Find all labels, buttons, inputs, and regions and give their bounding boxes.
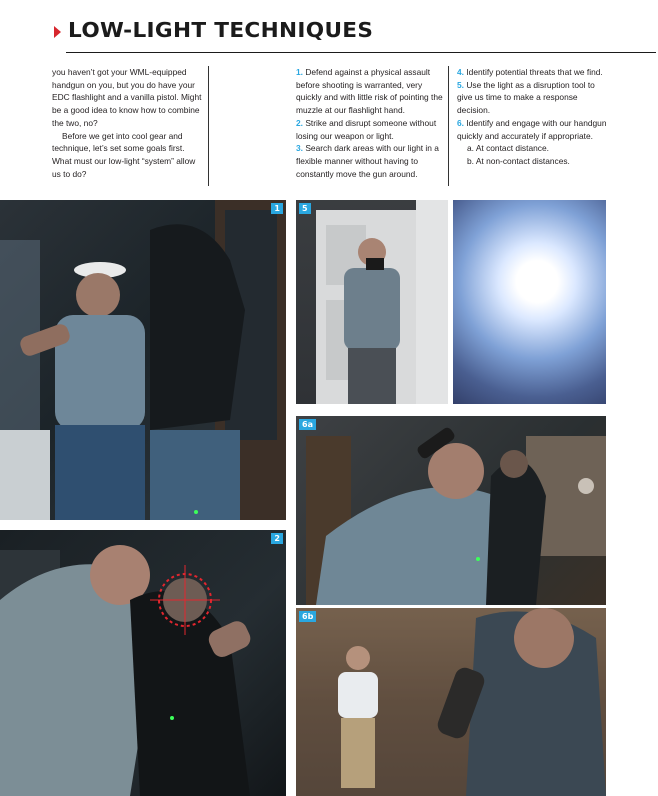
photo-5-doorway-search: [296, 200, 448, 404]
red-arrow-icon: [54, 26, 61, 38]
sub-list-item: a. At contact distance.: [467, 143, 549, 154]
photo-badge: 1: [271, 203, 283, 214]
list-item: 3. Search dark areas with our light in a flexible manner without having to constantly move the gun around.: [296, 143, 439, 179]
text-column-2: [296, 66, 444, 180]
header-rule: [66, 52, 656, 53]
photo-2-target-identification: [0, 530, 286, 796]
photo-1-illustration: [0, 200, 286, 520]
column-divider: [208, 66, 209, 186]
photo-badge: 5: [299, 203, 311, 214]
photo-6a-illustration: [296, 416, 606, 605]
photo-5-illustration: [296, 200, 448, 404]
paragraph: you haven’t got your WML-equipped handgun on you, but you do have your EDC flashlight and a vanilla pistol. Might be a good idea to know how to combine the two, no?: [52, 67, 202, 128]
photo-badge: 6a: [299, 419, 316, 430]
page-title: LOW-LIGHT TECHNIQUES: [68, 18, 374, 42]
paragraph: Before we get into cool gear and technique, let’s set some goals first. What must our low-light “system” allow us to do?: [52, 130, 196, 179]
text-column-1: [52, 66, 204, 180]
photo-flashlight-glare: [453, 200, 606, 404]
list-item: 1. Defend against a physical assault before shooting is warranted, very quickly and with little risk of pointing the muzzle at our flashlight hand.: [296, 67, 443, 116]
photo-1-contact-defense: [0, 200, 286, 520]
photo-2-illustration: [0, 530, 286, 796]
list-item: 6. Identify and engage with our handgun quickly and accurately if appropriate.: [457, 117, 607, 141]
list-item: 2. Strike and disrupt someone without losing our weapon or light.: [296, 117, 437, 141]
photo-badge: 6b: [299, 611, 316, 622]
text-column-3: [457, 66, 607, 168]
photo-6a-contact-distance: [296, 416, 606, 605]
photo-6b-illustration: [296, 608, 606, 796]
photo-6b-non-contact-distance: [296, 608, 606, 796]
list-item: 4. Identify potential threats that we find.: [457, 67, 603, 77]
list-item: 5. Use the light as a disruption tool to give us time to make a response decision.: [457, 79, 595, 116]
sub-list-item: b. At non-contact distances.: [467, 155, 570, 166]
photo-badge: 2: [271, 533, 283, 544]
page-header: [44, 18, 658, 58]
column-divider: [448, 66, 449, 186]
